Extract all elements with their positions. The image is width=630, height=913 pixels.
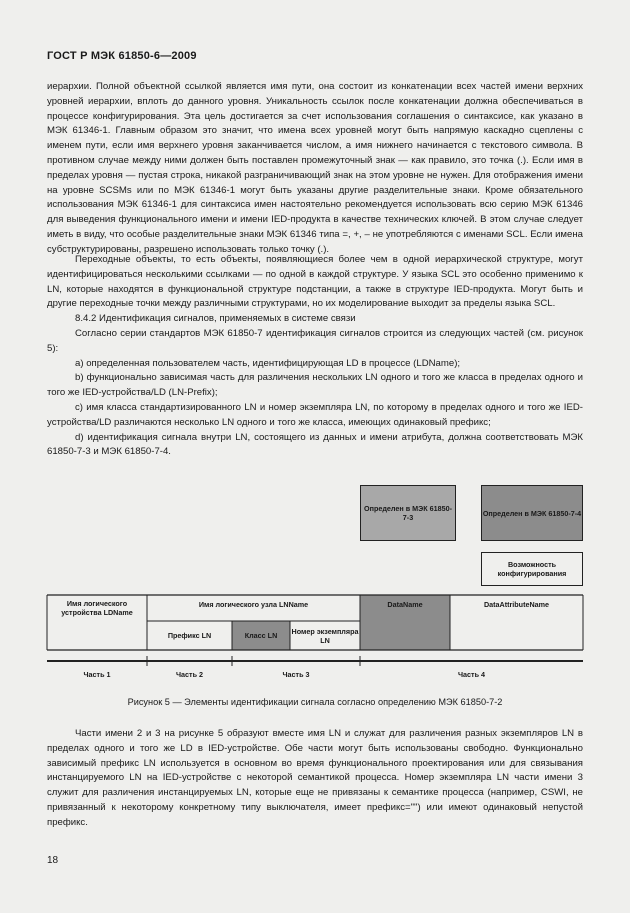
figure-5 <box>0 480 630 690</box>
list-item: b) функционально зависимая часть для различения нескольких LN одного и того же класса в пределах одного и того же IED-устройства/LD (LN-Prefix); <box>47 372 583 399</box>
legend-configurable: Возможность конфигурирования <box>481 552 583 586</box>
paragraph: Переходные объекты, то есть объекты, появляющиеся более чем в одной иерархической структуре, могут идентифицироваться несколькими ссылками — по одной в каждой структуре. У языка SCL это особенно применимо к LN, которые находятся в функциональной структуре подстанции, а также в структуре IED-продукта. Могут быть и другие переходные точки между различными структурами, но их моделирование выходит за пределы языка SCL. <box>47 254 583 310</box>
section-heading: 8.4.2 Идентификация сигналов, применяемых в системе связи <box>75 313 356 325</box>
list-item: c) имя класса стандартизированного LN и номер экземпляра LN, по которому в пределах одного и того же IED-устройства/LD различаются несколько LN одного и того же класса, имеющих одинаковый префикс; <box>47 401 583 428</box>
data-name-cell: DataName <box>387 599 423 609</box>
document-header: ГОСТ Р МЭК 61850-6—2009 <box>47 50 197 62</box>
paragraph: иерархии. Полной объектной ссылкой является имя пути, она состоит из конкатенации всех частей имени верхних уровней иерархии, вплоть до данного уровня. Уникальность ссылок после конкатенации должна обеспечиваться в процессе конфигурирования. Эта цель достигается за счет использования соглашения о синтаксисе, как указано в МЭК 61346-1. Главным образом это значит, что имена всех уровней могут быть напрямую каскадно сцеплены с именем пути, если имя верхнего уровня заканчивается числом, а имя нижнего начинается с текстового символа. В противном случае между ними должен быть поставлен промежуточный знак — как правило, это точка (.). Если имя в пределах уровня — пустая строка, никакой разграничивающий знак на этом уровне не нужен. Для отображения имени на уровне SCSMs или по МЭК 61346-1 могут быть указаны другие разделительные знаки. Кроме обязательного использования МЭК 61346-1 для синтаксиса имен настоятельно рекомендуется использовать всю серию МЭК 61346 для выведения функционального имени и имени IED-продукта в качестве технических ключей. В этом случае следует иметь в виду, что особые разделительные знаки МЭК 61346 типа =, +, – не употребляются с именами SCL. Если имена субструктурированы, разрешено использовать только точку (.). <box>47 81 583 255</box>
ln-name-cell: Имя логического узла LNName <box>198 599 309 609</box>
signal-structure-diagram <box>0 480 630 690</box>
part-3-label: Часть 3 <box>282 669 310 679</box>
figure-caption: Рисунок 5 — Элементы идентификации сигнала согласно определению МЭК 61850-7-2 <box>127 697 503 707</box>
ld-name-cell: Имя логического устройства LDName <box>61 599 133 617</box>
ln-instance-cell: Номер экземпляра LN <box>291 626 359 645</box>
paragraph: Части имени 2 и 3 на рисунке 5 образуют вместе имя LN и служат для различения разных экземпляров LN в пределах одного и того же LD в IED-устройстве. Обе части могут быть использованы свободно. Функционально зависимый префикс LN используется в основном во время функционального проектирования или для связывания инстанцируемого LN на IED-устройстве с некоторой семантикой процесса. Номер экземпляра LN части имени 3 служит для различения инстанцируемых LN, которые еще не привязаны к семантике процесса (например, CSWI, не привязанный к некоторому конкретному типу выключателя, имеет префикс="") или имеют одинаковый непустой префикс. <box>47 728 583 828</box>
list-item: a) определенная пользователем часть, идентифицирующая LD в процессе (LDName); <box>75 357 461 369</box>
part-1-label: Часть 1 <box>83 669 111 679</box>
paragraph: Согласно серии стандартов МЭК 61850-7 идентификация сигналов строится из следующих частей (см. рисунок 5): <box>47 327 583 354</box>
page-number: 18 <box>47 855 59 866</box>
part-4-label: Часть 4 <box>458 669 485 679</box>
paragraph-block-mid <box>47 253 583 460</box>
ln-class-cell: Класс LN <box>244 631 278 640</box>
paragraph-block-top <box>47 80 583 258</box>
legend-defined-7-3: Определен в МЭК 61850-7-3 <box>360 485 456 541</box>
part-2-label: Часть 2 <box>176 669 203 679</box>
ln-prefix-cell: Префикс LN <box>167 631 212 640</box>
list-item: d) идентификация сигнала внутри LN, состоящего из данных и имени атрибута, должна соответствовать МЭК 61850-7-3 и МЭК 61850-7-4. <box>47 431 583 458</box>
attribute-name-cell: DataAttributeName <box>483 599 550 609</box>
paragraph-block-bottom <box>47 727 583 831</box>
legend-defined-7-4: Определен в МЭК 61850-7-4 <box>481 485 583 541</box>
